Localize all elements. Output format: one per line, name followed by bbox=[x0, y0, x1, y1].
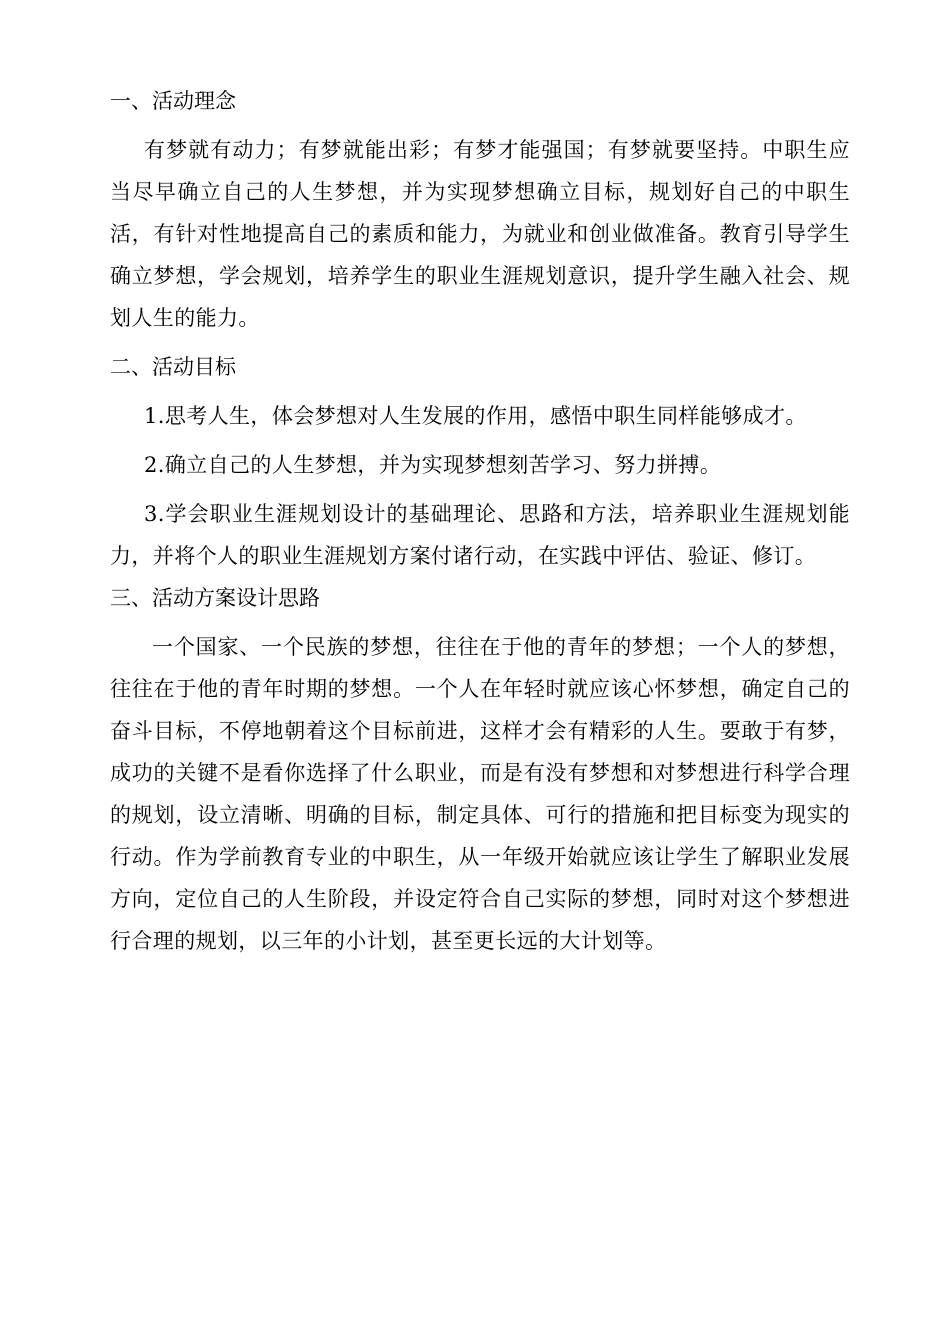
design-paragraph: 一个国家、一个民族的梦想，往往在于他的青年的梦想；一个人的梦想，往往在于他的青年时期的梦想。一个人在年轻时就应该心怀梦想，确定自己的奋斗目标，不停地朝着这个目标前进，这样才会有精彩的人生。要敢于有梦，成功的关键不是看你选择了什么职业，而是有没有梦想和对梦想进行科学合理的规划，设立清晰、明确的目标，制定具体、可行的措施和把目标变为现实的行动。作为学前教育专业的中职生，从一年级开始就应该让学生了解职业发展方向，定位自己的人生阶段，并设定符合自己实际的梦想，同时对这个梦想进行合理的规划，以三年的小计划，甚至更长远的大计划等。 bbox=[110, 635, 850, 953]
goal-item-3: 3.学会职业生涯规划设计的基础理论、思路和方法，培养职业生涯规划能力，并将个人的职业生涯规划方案付诸行动，在实践中评估、验证、修订。 bbox=[110, 502, 850, 568]
goal-item-1: 1.思考人生，体会梦想对人生发展的作用，感悟中职生同样能够成才。 bbox=[144, 404, 807, 428]
document-page bbox=[110, 80, 850, 962]
concept-paragraph: 有梦就有动力；有梦就能出彩；有梦才能强国；有梦就要坚持。中职生应当尽早确立自己的人生梦想，并为实现梦想确立目标，规划好自己的中职生活，有针对性地提高自己的素质和能力，为就业和创业做准备。教育引导学生确立梦想，学会规划，培养学生的职业生涯规划意识，提升学生融入社会、规划人生的能力。 bbox=[110, 138, 850, 330]
section-heading-goals: 二、活动目标 bbox=[110, 355, 236, 379]
goal-item-2: 2.确立自己的人生梦想，并为实现梦想刻苦学习、努力拼搏。 bbox=[144, 453, 722, 477]
section-heading-concept: 一、活动理念 bbox=[110, 89, 236, 113]
section-heading-design: 三、活动方案设计思路 bbox=[110, 586, 320, 610]
